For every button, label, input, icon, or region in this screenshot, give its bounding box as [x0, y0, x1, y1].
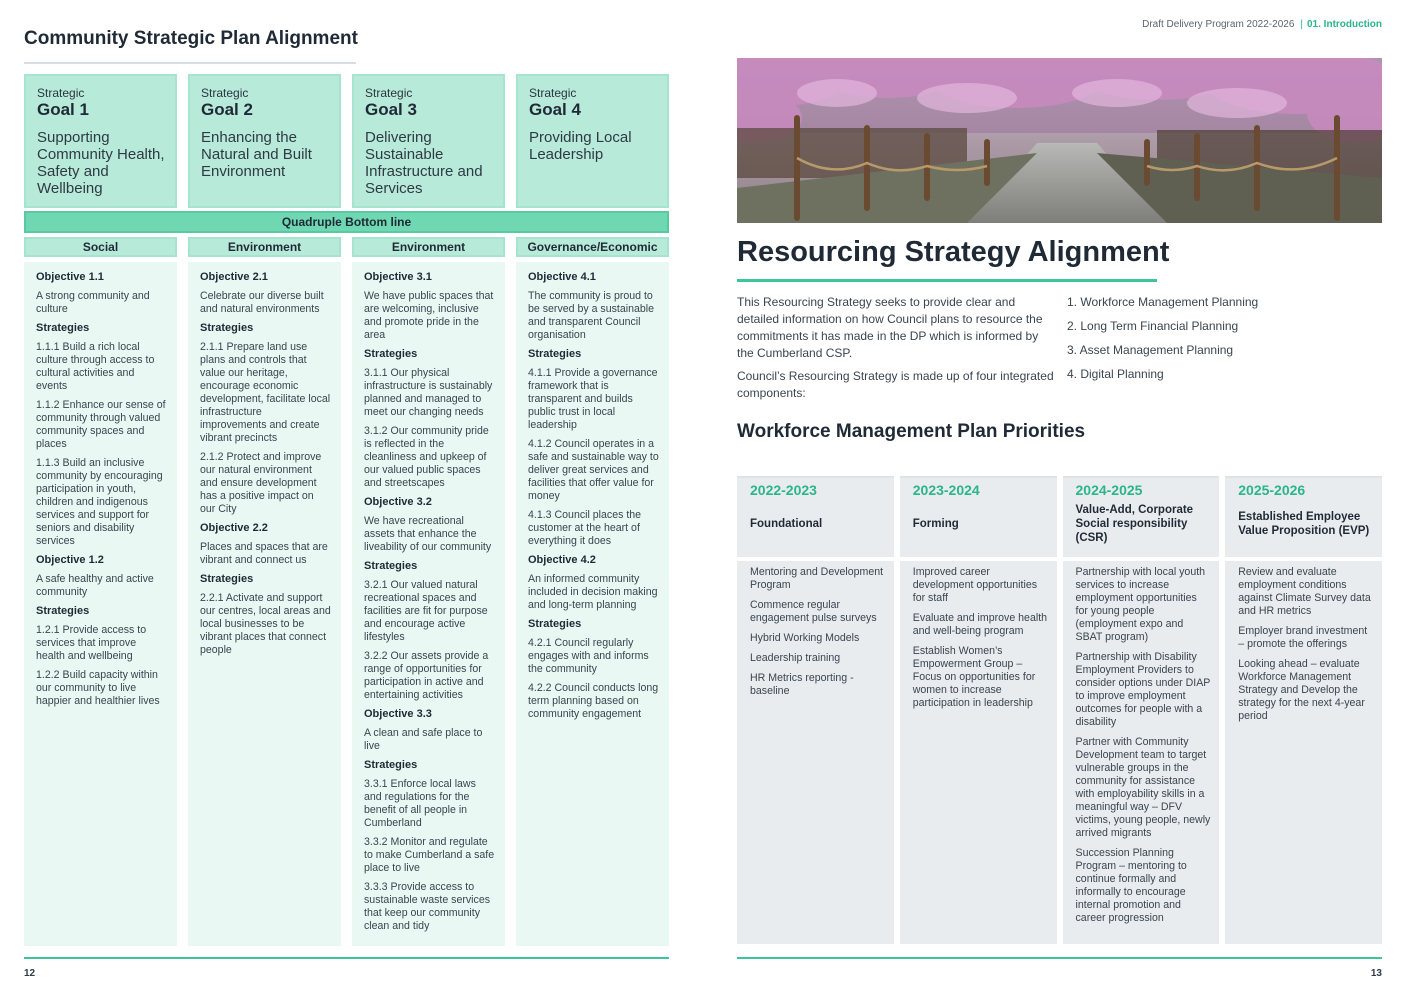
strategies-heading: Strategies	[528, 348, 582, 360]
header-document-title: Draft Delivery Program 2022-2026	[1142, 19, 1295, 30]
strategy-text: We have recreational assets that enhance the liveability of our community	[364, 515, 492, 553]
strategy-text: 3.1.2 Our community pride is reflected in the cleanliness and upkeep of our valued public spaces and streetscapes	[364, 425, 489, 489]
objective-heading: Objective 3.3	[364, 708, 432, 720]
goal-prefix: Strategic	[529, 86, 577, 100]
strategy-text: Celebrate our diverse built and natural environments	[200, 290, 324, 315]
strategy-text: 1.1.3 Build an inclusive community by encouraging participation in youth, children and indigenous services and support for seniors and disability services	[36, 457, 163, 547]
list-item: 4. Digital Planning	[1067, 367, 1164, 381]
goal-card-2	[188, 74, 341, 208]
category-environment: Environment	[188, 237, 341, 257]
objectives-column-goal-2	[188, 262, 341, 946]
priority-stage: Foundational	[750, 518, 823, 530]
objective-heading: Objective 3.2	[364, 496, 432, 508]
priority-column-2024-2025	[1063, 476, 1220, 944]
title-underline	[24, 62, 356, 64]
objective-heading: Objective 3.1	[364, 271, 432, 283]
list-item: 1. Workforce Management Planning	[1067, 295, 1259, 309]
priority-stage: Forming	[912, 518, 959, 530]
objectives-column-goal-4	[516, 262, 669, 946]
goal-prefix: Strategic	[201, 86, 249, 100]
objective-heading: Objective 2.1	[200, 271, 268, 283]
page-title-left: Community Strategic Plan Alignment	[24, 28, 358, 49]
priority-body	[737, 561, 894, 944]
strategy-text: A strong community and culture	[36, 290, 150, 315]
strategies-heading: Strategies	[200, 573, 254, 585]
priority-item: Leadership training	[750, 652, 841, 664]
goal-card-3	[352, 74, 505, 208]
priority-stage: Established Employee Value Proposition (EVP)	[1238, 511, 1370, 537]
strategy-text: 1.1.1 Build a rich local culture through access to cultural activities and events	[36, 341, 155, 392]
priority-column-2025-2026	[1225, 476, 1382, 944]
footer-rule-left	[24, 957, 669, 959]
goal-number: Goal 2	[201, 100, 253, 119]
priority-year: 2023-2024	[912, 482, 980, 498]
priority-body	[1063, 561, 1220, 944]
goal-number: Goal 3	[365, 100, 417, 119]
priority-item: Employer brand investment – promote the offerings	[1238, 625, 1368, 650]
strategy-text: 4.2.1 Council regularly engages with and informs the community	[528, 637, 649, 675]
strategies-heading: Strategies	[200, 322, 254, 334]
priority-header	[1225, 476, 1382, 557]
category-row	[24, 237, 669, 257]
priority-column-2022-2023	[737, 476, 894, 944]
category-social: Social	[24, 237, 177, 257]
strategy-text: 1.2.2 Build capacity within our community to live happier and healthier lives	[36, 669, 160, 707]
workforce-priorities-table	[737, 476, 1382, 944]
priority-body	[1225, 561, 1382, 944]
page-number-left: 12	[24, 968, 36, 979]
resourcing-intro	[737, 294, 1055, 408]
strategic-goals-row	[24, 74, 669, 208]
intro-paragraph: This Resourcing Strategy seeks to provide clear and detailed information on how Council plans to resource the commitments it has made in the DP which is informed by the Cumberland CSP.	[737, 295, 1043, 360]
goal-description: Enhancing the Natural and Built Environment	[201, 129, 312, 180]
strategy-text: 3.2.2 Our assets provide a range of opportunities for participation in active and entertaining activities	[364, 650, 489, 701]
goal-number: Goal 4	[529, 100, 581, 119]
priority-item: Hybrid Working Models	[750, 632, 860, 644]
objective-heading: Objective 1.2	[36, 554, 104, 566]
strategy-text: 4.2.2 Council conducts long term planning based on community engagement	[528, 682, 659, 720]
strategy-text: A safe healthy and active community	[36, 573, 154, 598]
priority-item: Improved career development opportunities for staff	[912, 566, 1038, 604]
footer-rule-right	[737, 957, 1382, 959]
goal-description: Supporting Community Health, Safety and Wellbeing	[37, 129, 165, 197]
strategy-text: 4.1.3 Council places the customer at the heart of everything it does	[528, 509, 642, 547]
priority-column-2023-2024	[900, 476, 1057, 944]
strategies-heading: Strategies	[528, 618, 582, 630]
strategy-text: 3.3.2 Monitor and regulate to make Cumberland a safe place to live	[364, 836, 495, 874]
priority-year: 2024-2025	[1075, 482, 1143, 498]
strategies-heading: Strategies	[364, 560, 418, 572]
priority-body	[900, 561, 1057, 944]
objective-heading: Objective 4.2	[528, 554, 596, 566]
resourcing-title-underline	[737, 279, 1157, 282]
priority-item: Succession Planning Program – mentoring to continue formally and informally to encourage internal promotion and career progression	[1075, 847, 1187, 924]
strategy-text: 2.1.2 Protect and improve our natural environment and ensure development has a positive impact on our City	[200, 451, 322, 515]
quadruple-bottom-line-bar: Quadruple Bottom line	[24, 211, 669, 233]
running-header	[1142, 19, 1382, 30]
header-section: 01. Introduction	[1307, 19, 1382, 30]
workforce-priorities-title: Workforce Management Plan Priorities	[737, 421, 1086, 442]
strategy-text: 2.1.1 Prepare land use plans and controls that value our heritage, encourage economic development, facilitate local infrastructure improvements and create vibrant precincts	[200, 341, 331, 444]
category-environment: Environment	[352, 237, 505, 257]
objective-heading: Objective 1.1	[36, 271, 104, 283]
objective-heading: Objective 4.1	[528, 271, 596, 283]
strategy-text: 3.3.1 Enforce local laws and regulations for the benefit of all people in Cumberland	[364, 778, 476, 829]
strategy-text: 1.2.1 Provide access to services that improve health and wellbeing	[36, 624, 147, 662]
priority-item: Commence regular engagement pulse surveys	[750, 599, 877, 624]
intro-paragraph: Council’s Resourcing Strategy is made up of four integrated components:	[737, 369, 1054, 400]
priority-item: Partner with Community Development team to target vulnerable groups in the community for assistance with employability skills in a meaningful way – DFV victims, young people, newly arrived migrants	[1075, 736, 1211, 839]
strategies-heading: Strategies	[36, 322, 90, 334]
strategy-text: 3.1.1 Our physical infrastructure is sustainably planned and managed to meet our changing needs	[364, 367, 493, 418]
page-number-right: 13	[1370, 968, 1382, 979]
strategy-text: Places and spaces that are vibrant and connect us	[200, 541, 328, 566]
objective-heading: Objective 2.2	[200, 522, 268, 534]
strategy-text: 3.2.1 Our valued natural recreational spaces and facilities are fit for purpose and encourage active lifestyles	[364, 579, 488, 643]
priority-stage: Value-Add, Corporate Social responsibility (CSR)	[1075, 504, 1194, 544]
goal-card-4	[516, 74, 669, 208]
goal-prefix: Strategic	[37, 86, 85, 100]
strategy-text: We have public spaces that are welcoming, inclusive and promote pride in the area	[364, 290, 494, 341]
strategy-text: A clean and safe place to live	[364, 727, 483, 752]
priority-item: Partnership with Disability Employment Providers to consider options under DIAP to improve employment outcomes for people with a disability	[1075, 651, 1211, 728]
priority-item: Looking ahead – evaluate Workforce Management Strategy and Develop the strategy for the next 4-year period	[1238, 658, 1365, 722]
strategy-text: 3.3.3 Provide access to sustainable waste services that keep our community clean and tidy	[364, 881, 491, 932]
goal-card-1	[24, 74, 177, 208]
strategy-text: 4.1.1 Provide a governance framework that is transparent and builds public trust in local leadership	[528, 367, 658, 431]
strategies-heading: Strategies	[364, 348, 418, 360]
category-governance-economic: Governance/Economic	[516, 237, 669, 257]
strategy-text: 2.2.1 Activate and support our centres, local areas and local businesses to be vibrant places that connect people	[200, 592, 331, 656]
list-item: 3. Asset Management Planning	[1067, 343, 1234, 357]
strategy-text: The community is proud to be served by a sustainable and transparent Council organisation	[528, 290, 655, 341]
goal-description: Providing Local Leadership	[529, 129, 632, 163]
strategy-text: An informed community included in decision making and long-term planning	[528, 573, 658, 611]
goal-description: Delivering Sustainable Infrastructure and Services	[365, 129, 483, 197]
objectives-columns	[24, 262, 669, 946]
strategy-text: 4.1.2 Council operates in a safe and sustainable way to deliver great services and facilities that offer value for money	[528, 438, 659, 502]
priority-header	[1063, 476, 1220, 557]
strategy-text: 1.1.2 Enhance our sense of community through valued community spaces and places	[36, 399, 166, 450]
strategies-heading: Strategies	[364, 759, 418, 771]
resourcing-components-list	[1067, 294, 1258, 390]
priority-item: HR Metrics reporting - baseline	[750, 672, 854, 697]
priority-item: Mentoring and Development Program	[750, 566, 884, 591]
priority-item: Establish Women’s Empowerment Group – Focus on opportunities for women to increase participation in leadership	[912, 645, 1036, 709]
priority-header	[737, 476, 894, 557]
priority-item: Review and evaluate employment conditions against Climate Survey data and HR metrics	[1238, 566, 1371, 617]
list-item: 2. Long Term Financial Planning	[1067, 319, 1239, 333]
priority-year: 2025-2026	[1238, 482, 1306, 498]
objectives-column-goal-1	[24, 262, 177, 946]
strategies-heading: Strategies	[36, 605, 90, 617]
priority-year: 2022-2023	[750, 482, 817, 498]
resourcing-strategy-title: Resourcing Strategy Alignment	[737, 236, 1170, 268]
goal-prefix: Strategic	[365, 86, 413, 100]
header-separator: |	[1300, 19, 1303, 30]
priority-item: Partnership with local youth services to increase employment opportunities for young people (employment expo and SBAT program)	[1075, 566, 1206, 643]
objectives-column-goal-3	[352, 262, 505, 946]
cherry-blossom-garden-photo	[737, 58, 1382, 223]
priority-header	[900, 476, 1057, 557]
priority-item: Evaluate and improve health and well-being program	[912, 612, 1048, 637]
goal-number: Goal 1	[37, 100, 89, 119]
